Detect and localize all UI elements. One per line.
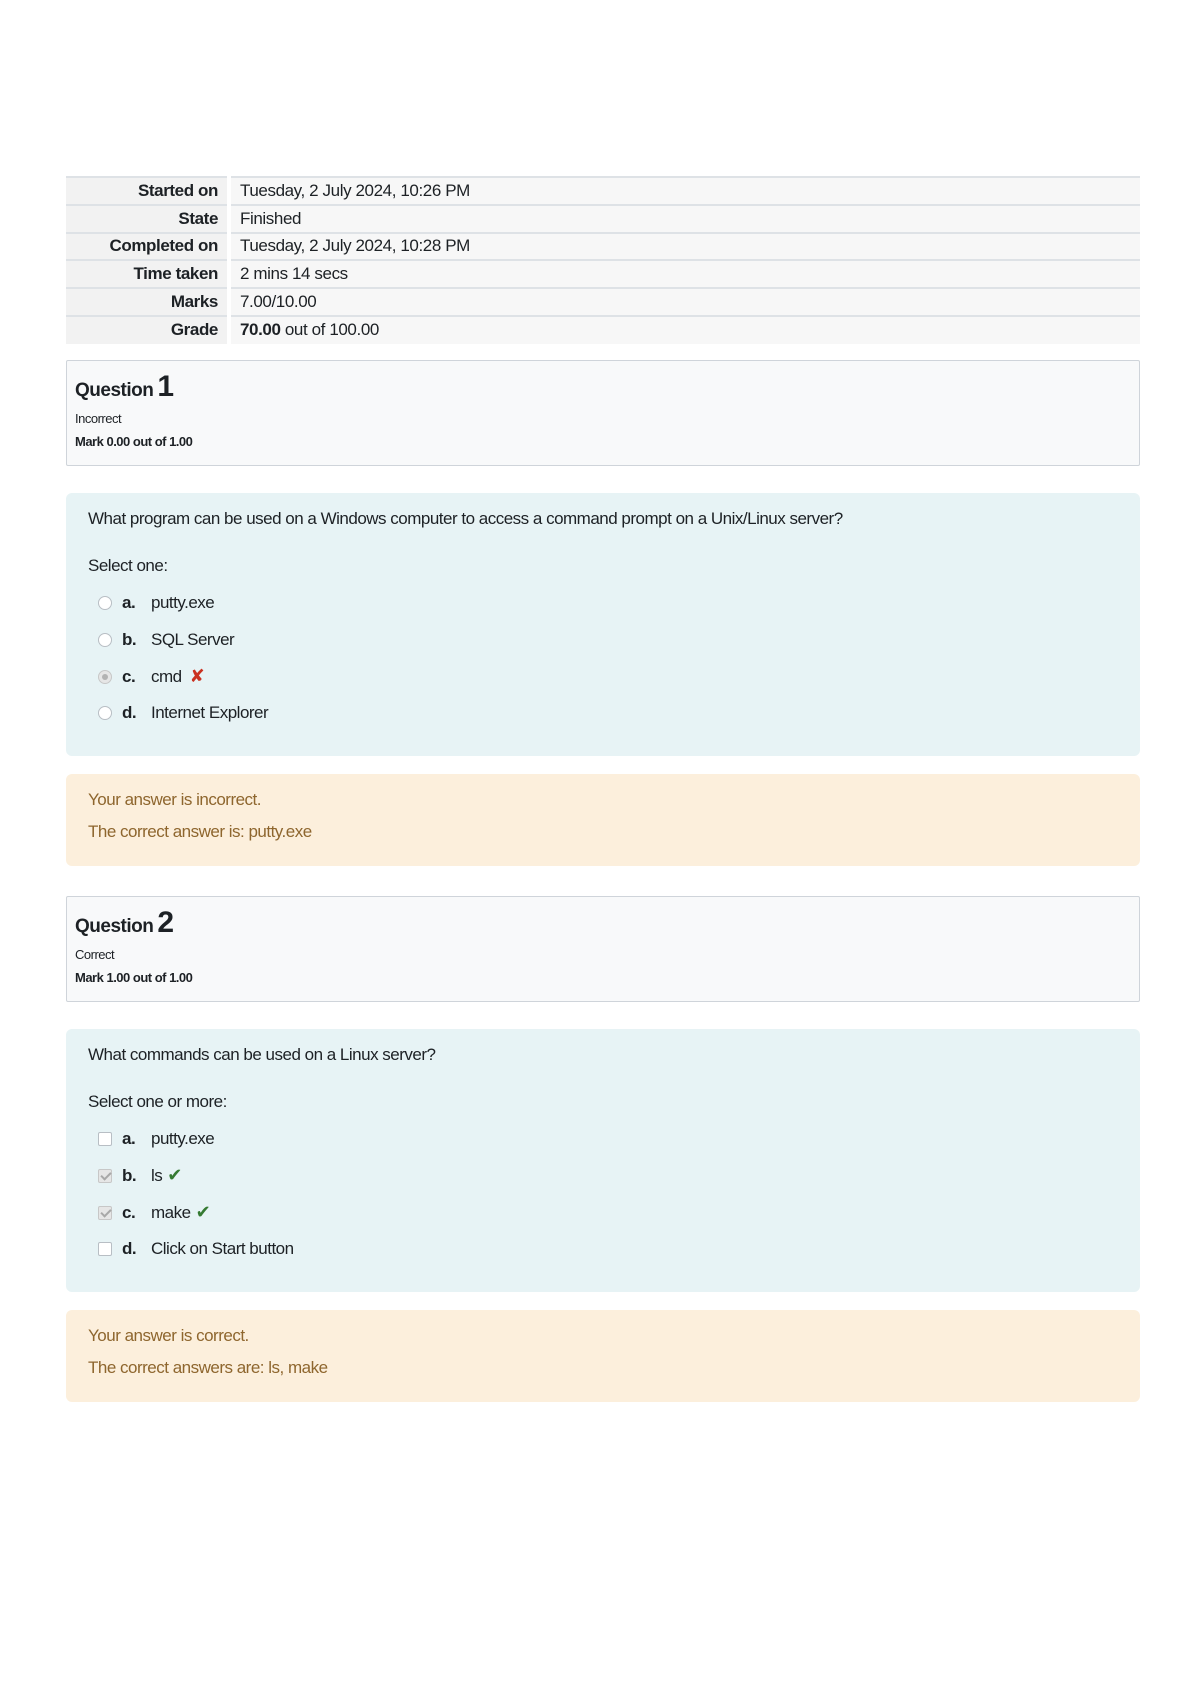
summary-label: Grade — [66, 316, 229, 344]
answer-label: putty.exe — [151, 1129, 215, 1149]
question-1 — [66, 360, 1140, 866]
answer-prompt: Select one or more: — [88, 1091, 227, 1111]
cross-icon: ✘ — [189, 666, 205, 686]
summary-row-state — [66, 205, 1140, 233]
answer-letter: a. — [122, 593, 136, 613]
feedback-right-answer: The correct answers are: ls, make — [88, 1357, 328, 1377]
quiz-review-page — [66, 176, 1140, 1402]
answer-label: make — [151, 1202, 191, 1222]
summary-label: Time taken — [66, 260, 229, 288]
question-grade: Mark 1.00 out of 1.00 — [75, 969, 193, 985]
question-formulation — [66, 493, 1140, 756]
answer-option-c[interactable] — [88, 658, 1118, 695]
question-formulation — [66, 1029, 1140, 1292]
answer-letter: c. — [122, 1202, 136, 1222]
grade-value: 70.00 — [240, 320, 281, 340]
question-label: Question — [75, 915, 154, 937]
summary-value: Finished — [229, 205, 1140, 233]
summary-row-grade — [66, 316, 1140, 344]
answer-label: ls — [151, 1165, 163, 1185]
check-icon: ✔ — [195, 1202, 211, 1222]
grade-total: out of 100.00 — [280, 320, 379, 340]
summary-value: Tuesday, 2 July 2024, 10:26 PM — [229, 177, 1140, 205]
question-heading — [75, 906, 1131, 944]
answer-letter: d. — [122, 1239, 137, 1259]
answer-option-c[interactable] — [88, 1194, 1118, 1231]
answer-feedback — [66, 774, 1140, 866]
answer-list — [88, 1121, 1118, 1268]
answer-checkbox[interactable] — [98, 1242, 112, 1256]
summary-label: Marks — [66, 288, 229, 316]
summary-value: Tuesday, 2 July 2024, 10:28 PM — [229, 233, 1140, 261]
check-icon: ✔ — [167, 1165, 182, 1186]
answer-option-b[interactable] — [88, 621, 1118, 658]
question-2 — [66, 896, 1140, 1402]
summary-label: Completed on — [66, 233, 229, 261]
summary-label: State — [66, 205, 229, 233]
answer-letter: b. — [122, 629, 137, 649]
attempt-summary-table — [66, 176, 1140, 344]
answer-checkbox[interactable] — [98, 1206, 112, 1220]
question-number: 2 — [157, 905, 174, 939]
answer-letter: b. — [122, 1165, 137, 1185]
answer-option-a[interactable] — [88, 1121, 1118, 1158]
answer-letter: a. — [122, 1129, 136, 1149]
question-heading — [75, 370, 1131, 408]
summary-value: 2 mins 14 secs — [229, 260, 1140, 288]
question-text: What program can be used on a Windows computer to access a command prompt on a Unix/Linux server? — [88, 508, 843, 528]
answer-label: Internet Explorer — [151, 703, 269, 723]
feedback-general: Your answer is incorrect. — [88, 789, 262, 809]
question-info — [66, 896, 1140, 1002]
question-state: Incorrect — [75, 410, 122, 426]
question-info — [66, 360, 1140, 466]
answer-radio[interactable] — [98, 633, 112, 647]
feedback-general: Your answer is correct. — [88, 1325, 249, 1345]
answer-label: SQL Server — [151, 629, 235, 649]
answer-letter: c. — [122, 666, 136, 686]
summary-value: 7.00/10.00 — [229, 288, 1140, 316]
question-grade: Mark 0.00 out of 1.00 — [75, 433, 193, 449]
summary-row-marks — [66, 288, 1140, 316]
summary-row-time-taken — [66, 260, 1140, 288]
answer-option-a[interactable] — [88, 585, 1118, 622]
answer-prompt: Select one: — [88, 555, 168, 575]
question-number: 1 — [157, 369, 174, 403]
question-text: What commands can be used on a Linux server? — [88, 1044, 436, 1064]
summary-label: Started on — [66, 177, 229, 205]
answer-label: putty.exe — [151, 593, 215, 613]
answer-feedback — [66, 1310, 1140, 1402]
answer-checkbox[interactable] — [98, 1169, 112, 1183]
summary-row-started — [66, 177, 1140, 205]
summary-value — [229, 316, 1140, 344]
answer-list — [88, 585, 1118, 732]
answer-radio[interactable] — [98, 670, 112, 684]
answer-letter: d. — [122, 703, 137, 723]
answer-radio[interactable] — [98, 596, 112, 610]
answer-label: Click on Start button — [151, 1239, 294, 1259]
question-state: Correct — [75, 946, 115, 962]
answer-option-b[interactable] — [88, 1157, 1118, 1194]
answer-label: cmd — [151, 666, 182, 686]
question-label: Question — [75, 379, 154, 401]
summary-row-completed — [66, 233, 1140, 261]
answer-option-d[interactable] — [88, 1231, 1118, 1268]
answer-checkbox[interactable] — [98, 1132, 112, 1146]
answer-option-d[interactable] — [88, 695, 1118, 732]
feedback-right-answer: The correct answer is: putty.exe — [88, 821, 312, 841]
answer-radio[interactable] — [98, 706, 112, 720]
